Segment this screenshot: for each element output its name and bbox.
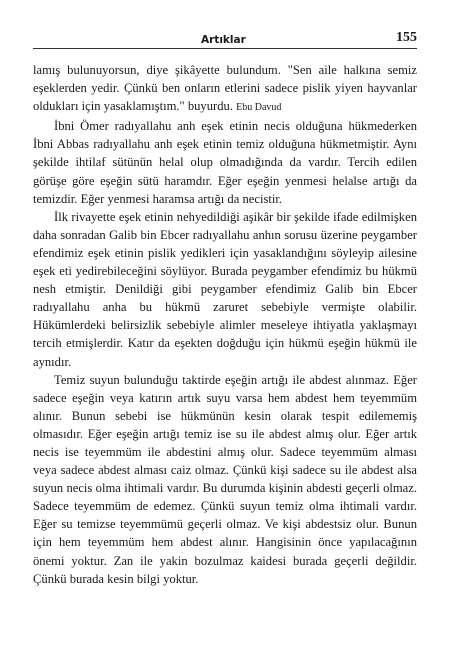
paragraph xyxy=(33,117,417,207)
paragraph-text: Temiz suyun bulunduğu taktirde eşeğin artığı ile abdest alınmaz. Eğer sadece eşeğin veya katırın artık suyu varsa hem abdest hem teyemmüm alınır. Bunun sebebi ise hükmünün kesin olarak tespit edilememiş olmasıdır. Eğer eşeğin artığı temiz ise su ile abdest almış olur. Eğer artık necis ise teyemmüm ile abdestini almış olur. Sadece teyemmüm alması veya sadece abdest alması caiz olmaz. Çünkü kişi sadece su ile abdest alsa suyun necis olma ihtimali vardır. Bu durumda kişinin abdesti geçerli olmaz. Sadece teyemmüm de edemez. Çünkü suyun temiz olma ihtimali vardır. Eğer su temizse teyemmümü geçerli olmaz. Ve kişi abdestsiz olur. Bunun için hem teyemmüm hem abdest alınır. Hangisinin önce yapılacağının önemi yoktur. Zan ile yakin bozulmaz kaidesi burada geçerli değildir. Çünkü burada kesin bilgi yoktur. xyxy=(33,372,417,586)
page-number: 155 xyxy=(396,30,417,45)
paragraph xyxy=(33,371,417,588)
paragraph xyxy=(33,61,417,117)
book-page xyxy=(33,30,417,588)
body-text xyxy=(33,61,417,588)
chapter-title: Artıklar xyxy=(201,34,246,46)
running-header xyxy=(33,30,417,49)
paragraph-text: lamış bulunuyorsun, diye şikâyette bulundum. "Sen aile halkına semiz eşeklerden yedir. Çünkü ben onların etlerini sadece pislik yiyen hayvanlar oldukları için yasaklamıştım." buyurdu. xyxy=(33,63,417,114)
source-citation: Ebu Davud xyxy=(236,102,282,114)
paragraph-text: İlk rivayette eşek etinin nehyedildiği aşikâr bir şekilde ifade edilmişken daha sonradan Galib bin Ebcer radıyallahu anhın sorusu üzerine peygamber efendimiz eşek etinin pislik yedikleri için yasaklandığını söyleyip ailesine eşek eti yedirebileceğini söylüyor. Burada peygamber efendimiz bu hükmü nesh etmiştir. Denildiği gibi peygamber efendimiz Galib bin Ebcer radıyallahu anha bu hükmü zaruret sebebiyle vermişte olabilir. Hükümlerdeki belirsizlik sebebiyle alimler meseleye ihtiyatla yaklaşmayı tercih etmişlerdir. Katır da eşekten doğduğu için hükmü eşeğin hükmü ile aynıdır. xyxy=(33,209,417,369)
paragraph-text: İbni Ömer radıyallahu anh eşek etinin necis olduğuna hükmederken İbni Abbas radıyallahu anh eşek etinin temiz olduğuna hükmetmiştir. Aynı şekilde ihtilaf sütünün helal olup olmadığında da vardır. Tercih edilen görüşe göre eşeğin sütü haramdır. Eğer eşeğin yenmesi helalse artığı da temizdir. Eğer yenmesi haramsa artığı da necistir. xyxy=(33,119,417,206)
paragraph xyxy=(33,208,417,371)
